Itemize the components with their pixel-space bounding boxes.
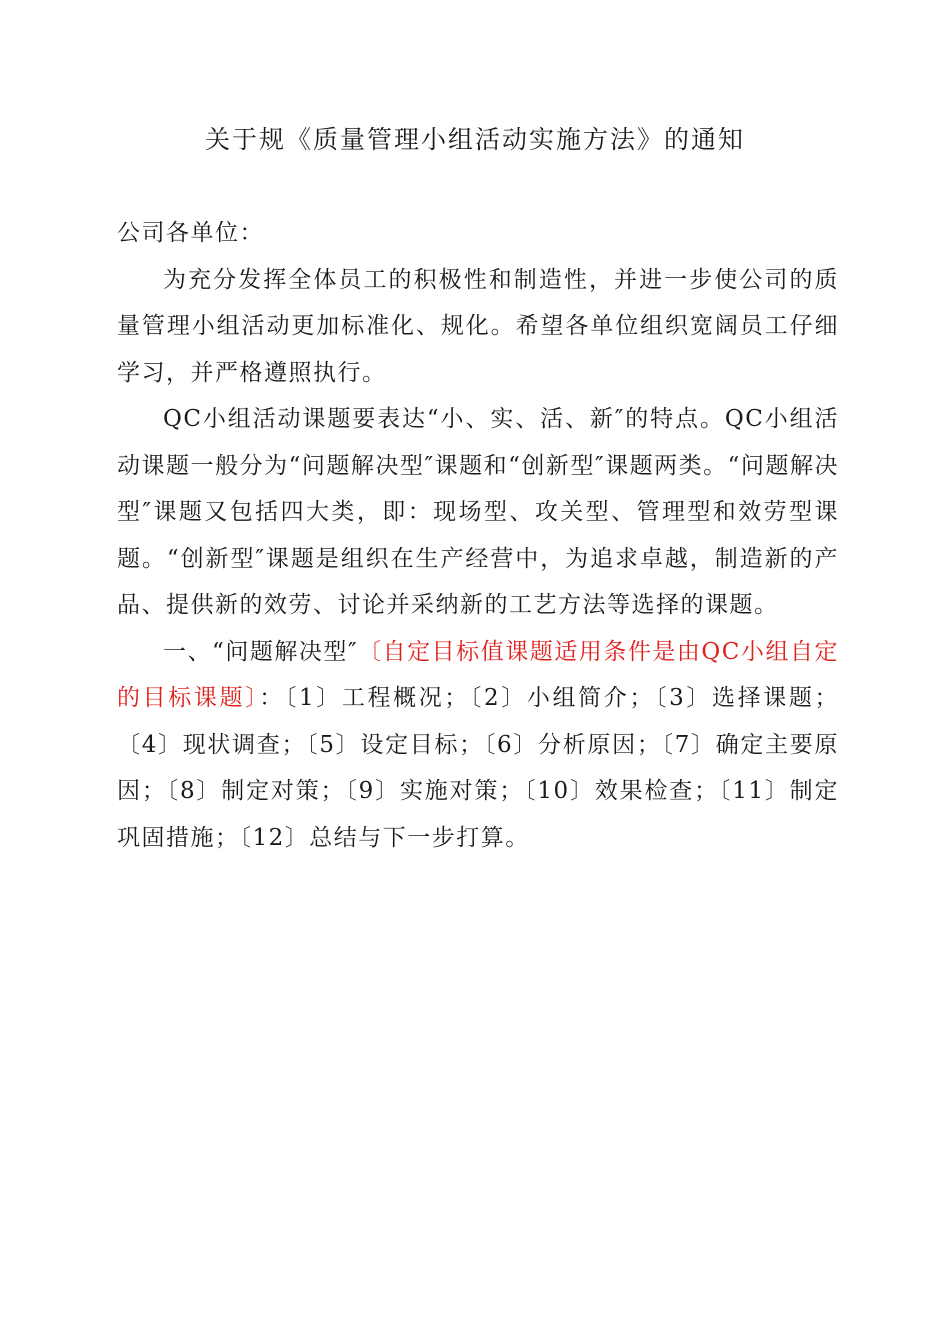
highlighted-note: 〔自定目标值课题适用条件是由QC小组自定的目标课题〕 <box>117 638 839 711</box>
paragraph-problem-solving-steps <box>117 629 839 862</box>
salutation: 公司各单位： <box>117 220 264 246</box>
paragraph-purpose: 为充分发挥全体员工的积极性和制造性，并进一步使公司的质量管理小组活动更加标准化、规化。希望各单位组织宽阔员工仔细学习，并严格遵照执行。 <box>117 266 839 386</box>
paragraph-qc-topics: QC小组活动课题要表达“小、实、活、新″的特点。QC小组活动课题一般分为“问题解决型″课题和“创新型″课题两类。“问题解决型″课题又包括四大类，即：现场型、攻关型、管理型和效劳型课题。“创新型″课题是组织在生产经营中，为追求卓越，制造新的产品、提供新的效劳、讨论并采纳新的工艺方法等选择的课题。 <box>117 406 839 618</box>
steps-list: ：〔1〕工程概况；〔2〕小组简介；〔3〕选择课题；〔4〕现状调查；〔5〕设定目标；〔6〕分析原因；〔7〕确定主要原因；〔8〕制定对策；〔9〕实施对策；〔10〕效果检查；〔11〕制定巩固措施；〔12〕总结与下一步打算。 <box>117 685 839 851</box>
section-heading: 一、“问题解决型″ <box>163 638 359 665</box>
document-body <box>117 210 839 861</box>
document-title: 关于规《质量管理小组活动实施方法》的通知 <box>204 125 745 154</box>
